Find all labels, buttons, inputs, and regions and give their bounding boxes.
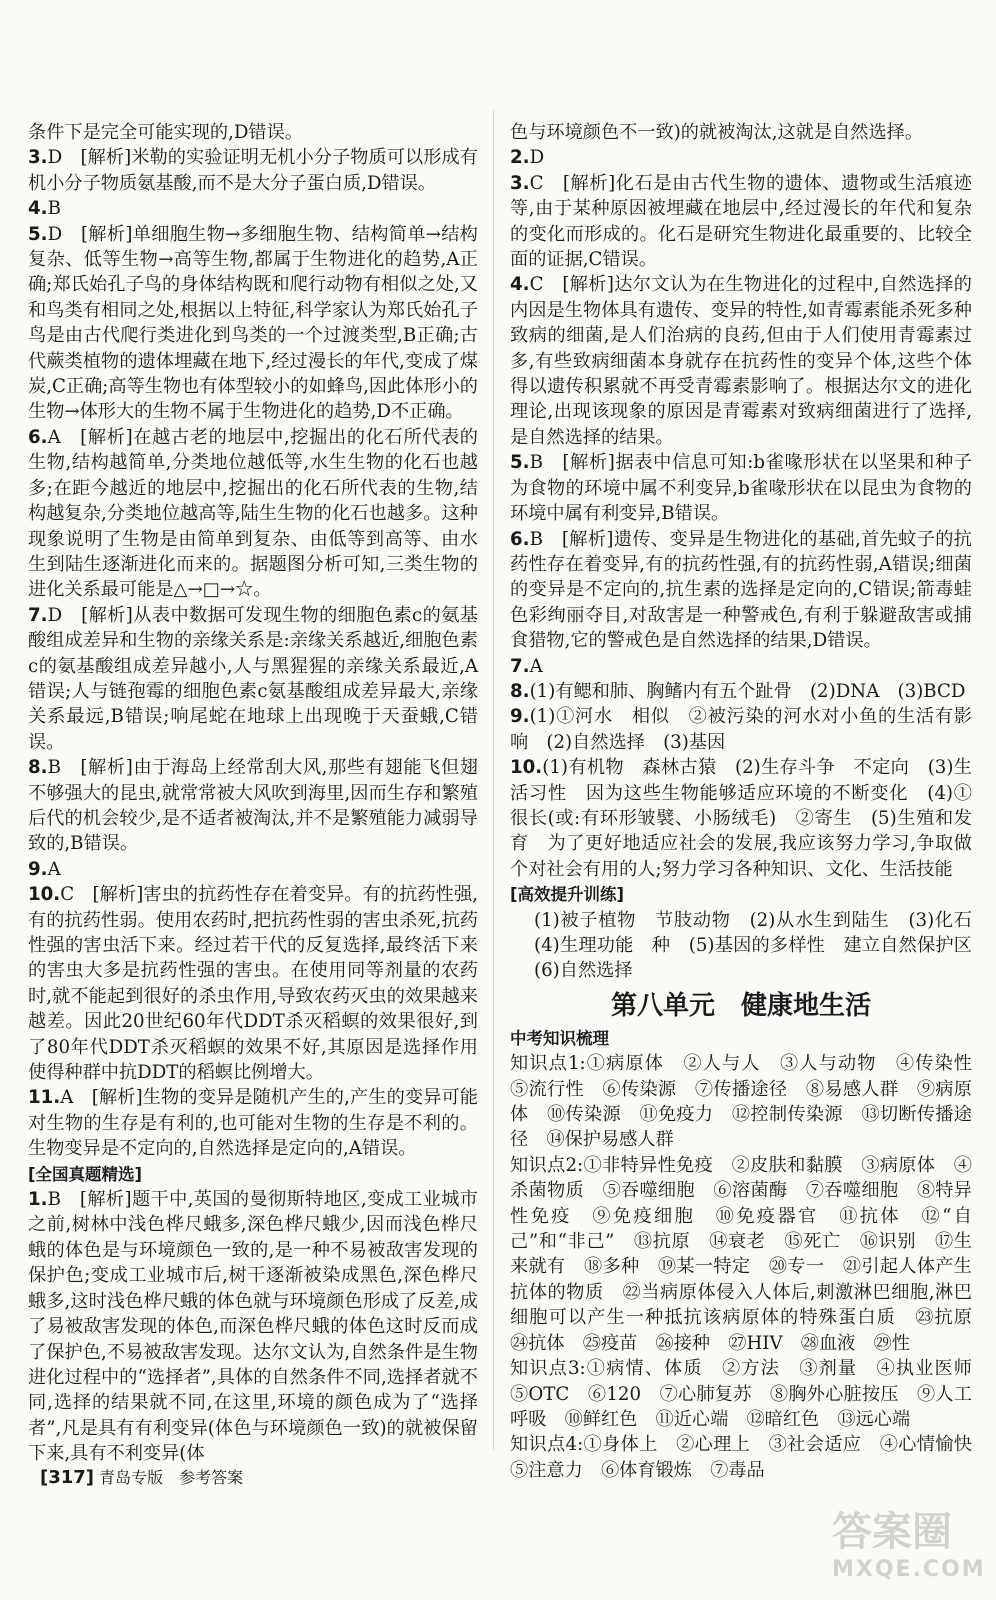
answer-item (28, 1085, 478, 1161)
watermark-logo (832, 1500, 986, 1582)
answer-item (28, 145, 478, 196)
answer-text: (1)有鳃和肺、胸鳍内有五个趾骨 (2)DNA (3)BCD (529, 680, 966, 702)
question-number: 11. (28, 1087, 61, 1109)
answer-item (510, 120, 972, 145)
answer-text: D [解析]从表中数据可发现生物的细胞色素c的氨基酸组成差异和生物的亲缘关系是:亲缘关系越近,细胞色素c的氨基酸组成差异越小,人与黑猩猩的亲缘关系最近,A错误;人与链孢霉的细胞色素c氨基酸组成差异最大,亲缘关系最远,B错误;响尾蛇在地球上出现晚于天蚕蛾,C错误。 (28, 604, 478, 753)
watermark-text: 答案圈 (832, 1509, 952, 1555)
answer-text: A (47, 858, 61, 880)
answer-item (510, 679, 972, 704)
answer-item (28, 755, 478, 857)
answer-text: 知识点1:①病原体 ②人与人 ③人与动物 ④传染性 ⑤流行性 ⑥传染源 ⑦传播途径 ⑧易感人群 ⑨病原体 ⑩传染源 ⑪免疫力 ⑫控制传染源 ⑬切断传播途径 ⑭保护易感人群 (510, 1053, 991, 1151)
answer-text: C [解析]达尔文认为在生物进化的过程中,自然选择的内因是生物体具有遗传、变异的特性,如青霉素能杀死多种致病的细菌,是人们治病的良药,但由于人们使用青霉素过多,有些致病细菌本身就存在抗药性的变异个体,这些个体得以遗传积累就不再受青霉素影响了。根据达尔文的进化理论,出现该现象的原因是青霉素对致病细菌进行了选择,是自然选择的结果。 (510, 274, 972, 448)
answer-item (28, 425, 478, 603)
question-number: 3. (28, 147, 48, 169)
watermark-url: MXQE.COM (832, 1557, 986, 1582)
answer-item (28, 120, 478, 145)
answer-text: A (529, 655, 543, 677)
page-number: [317] (40, 1467, 95, 1488)
answer-text: D [解析]单细胞生物→多细胞生物、结构简单→结构复杂、低等生物→高等生物,都属于生物进化的趋势,A正确;郑氏始孔子鸟的身体结构既和爬行动物有相似之处,又和鸟类有相同之处,根据以上特征,科学家认为郑氏始孔子鸟是由古代爬行类进化到鸟类的一个过渡类型,B正确;古代蕨类植物的遗体埋藏在地下,经过漫长的年代,变成了煤炭,C正确;高等生物也有体型较小的如蜂鸟,因此体形小的生物→体形大的生物不属于生物进化的趋势,D不正确。 (28, 223, 478, 423)
question-number: 6. (510, 528, 530, 550)
section-label: [高效提升训练] (510, 885, 625, 905)
question-number: 8. (28, 757, 48, 779)
column-divider (493, 110, 494, 1450)
question-number: 3. (510, 172, 530, 194)
answer-text: (1)①河水 相似 ②被污染的河水对小鱼的生活有影响 (2)自然选择 (3)基因 (510, 706, 972, 753)
section-heading (28, 1162, 478, 1187)
footer-label: 青岛专版 参考答案 (99, 1468, 244, 1487)
answer-text: 条件下是完全可能实现的,D错误。 (28, 122, 303, 143)
answer-item (510, 527, 972, 654)
question-number: 10. (510, 757, 543, 779)
answer-text: A [解析]在越古老的地层中,挖掘出的化石所代表的生物,结构越简单,分类地位越低等,水生生物的化石也越多;在距今越近的地层中,挖掘出的化石所代表的生物,结构越复杂,分类地位越高等,陆生生物的化石也越多。这种现象说明了生物是由简单到复杂、由低等到高等、由水生到陆生逐渐进化而来的。据题图分析可知,三类生物的进化关系最可能是△→□→☆。 (28, 426, 478, 601)
answer-item (510, 1356, 991, 1432)
answer-text: C [解析]化石是由古代生物的遗体、遗物或生活痕迹等,由于某种原因被埋藏在地层中,经过漫长的年代和复杂的变化而形成的。化石是研究生物进化最重要的、比较全面的证据,C错误。 (510, 172, 972, 271)
section-label: 中考知识梳理 (510, 1028, 609, 1048)
question-number: 7. (28, 604, 48, 626)
question-number: 6. (28, 426, 48, 448)
answer-item (510, 908, 991, 984)
answer-item (510, 272, 972, 450)
answer-text: C [解析]害虫的抗药性存在着变异。有的抗药性强,有的抗药性弱。使用农药时,把抗药性弱的害虫杀死,抗药性强的害虫活下来。经过若干代的反复选择,最终活下来的害虫大多是抗药性强的害虫。在使用同等剂量的农药时,就不能起到很好的杀虫作用,导致农药灭虫的效果越来越差。因此20世纪60年代DDT杀灭稻螟的效果很好,到了80年代DDT杀灭稻螟的效果不好,其原因是选择作用使得种群中抗DDT的稻螟比例增大。 (28, 884, 478, 1084)
question-number: 8. (510, 680, 530, 702)
answer-item (510, 145, 972, 170)
answer-text: B [解析]题干中,英国的曼彻斯特地区,变成工业城市之前,树林中浅色桦尺蛾多,深色桦尺蛾少,因而浅色桦尺蛾的体色是与环境颜色一致的,是一种不易被敌害发现的保护色;变成工业城市后,树干逐渐被染成黑色,深色桦尺蛾多,这时浅色桦尺蛾的体色就与环境颜色形成了反差,成了易被敌害发现的体色,而深色桦尺蛾的体色这时反而成了保护色,不易被敌害发现。达尔文认为,自然条件是生物进化过程中的“选择者”,具体的自然条件不同,选择者就不同,选择的结果就不同,在这里,环境的颜色成为了“选择者”,凡是具有有利变异(体色与环境颜色一致)的就被保留下来,具有不利变异(体 (28, 1189, 478, 1465)
right-column (510, 120, 991, 1483)
question-number: 4. (510, 274, 530, 296)
answer-item (510, 704, 972, 755)
answer-text: B [解析]据表中信息可知:b雀喙形状在以坚果和种子为食物的环境中属不利变异,b雀喙形状在以昆虫为食物的环境中属有利变异,B错误。 (510, 452, 972, 525)
answer-item (510, 450, 972, 526)
answer-text: 知识点4:①身体上 ②心理上 ③社会适应 ④心情愉快 ⑤注意力 ⑥体育锻炼 ⑦毒品 (510, 1434, 991, 1481)
question-number: 1. (28, 1189, 48, 1211)
answer-item (510, 755, 972, 882)
answer-item (510, 1153, 991, 1356)
answer-text: (1)被子植物 节肢动物 (2)从水生到陆生 (3)化石 (4)生理功能 种 (5)基因的多样性 建立自然保护区 (6)自然选择 (534, 909, 991, 982)
answer-item (28, 857, 478, 882)
answer-item (510, 1432, 991, 1483)
answer-text: D (529, 147, 545, 169)
answer-text: D [解析]米勒的实验证明无机小分子物质可以形成有机小分子物质氨基酸,而不是大分子蛋白质,D错误。 (28, 147, 478, 194)
unit-title: 第八单元 健康地生活 (610, 990, 871, 1021)
answer-item (28, 196, 478, 221)
answer-text: (1)有机物 森林古猿 (2)生存斗争 不定向 (3)生活习性 因为这些生物能够适应环境的不断变化 (4)①很长(或:有环形皱襞、小肠绒毛) ②寄生 (5)生殖和发育 为了更好地适应社会的发展,我应该努力学习,争取做个对社会有用的人;努力学习各种知识、文化、生活技能 (510, 757, 972, 880)
question-number: 9. (510, 706, 530, 728)
question-number: 10. (28, 884, 61, 906)
answer-item (28, 603, 478, 755)
answer-item (510, 171, 972, 273)
answer-text: 色与环境颜色不一致)的就被淘汰,这就是自然选择。 (510, 122, 924, 143)
answer-text: B (47, 198, 61, 220)
section-label: [全国真题精选] (28, 1164, 143, 1184)
section-heading (510, 1026, 972, 1051)
answer-text: B [解析]由于海岛上经常刮大风,那些有翅能飞但翅不够强大的昆虫,就常常被大风吹到海里,因而生存和繁殖后代的机会较少,是不适者被淘汰,并不是繁殖能力减弱导致的,B错误。 (28, 757, 478, 855)
answer-text: A [解析]生物的变异是随机产生的,产生的变异可能对生物的生存是有利的,也可能对生物的生存是不利的。生物变异是不定向的,自然选择是定向的,A错误。 (28, 1087, 478, 1160)
answer-item (510, 1051, 991, 1153)
left-column (28, 120, 478, 1467)
question-number: 5. (510, 452, 530, 474)
answer-text: 知识点2:①非特异性免疫 ②皮肤和黏膜 ③病原体 ④杀菌物质 ⑤吞噬细胞 ⑥溶菌酶 ⑦吞噬细胞 ⑧特异性免疫 ⑨免疫细胞 ⑩免疫器官 ⑪抗体 ⑫“自己”和“非己” ⑬抗原 ⑭衰老 ⑮死亡 ⑯识别 ⑰生来就有 ⑱多种 ⑲某一特定 ⑳专一 ㉑引起人体产生抗体的物质 ㉒当病原体侵入人体后,刺激淋巴细胞,淋巴细胞可以产生一种抵抗该病原体的特殊蛋白质 ㉓抗原 ㉔抗体 ㉕疫苗 ㉖接种 ㉗HIV ㉘血液 ㉙性 (510, 1154, 991, 1354)
answer-text: 知识点3:①病情、体质 ②方法 ③剂量 ④执业医师 ⑤OTC ⑥120 ⑦心肺复苏 ⑧胸外心脏按压 ⑨人工呼吸 ⑩鲜红色 ⑪近心端 ⑫暗红色 ⑬远心端 (510, 1358, 991, 1430)
page-footer (40, 1465, 243, 1488)
answer-text: B [解析]遗传、变异是生物进化的基础,首先蚊子的抗药性存在着变异,有的抗药性强,有的抗药性弱,A错误;细菌的变异是不定向的,抗生素的选择是定向的,C错误;箭毒蛙色彩绚丽夺目,对敌害是一种警戒色,有利于躲避敌害或捕食猎物,它的警戒色是自然选择的结果,D错误。 (510, 528, 972, 652)
answer-item (28, 222, 478, 425)
question-number: 7. (510, 655, 530, 677)
section-heading (510, 882, 972, 907)
question-number: 2. (510, 147, 530, 169)
question-number: 4. (28, 198, 48, 220)
answer-item (510, 654, 972, 679)
question-number: 9. (28, 858, 48, 880)
question-number: 5. (28, 223, 48, 245)
answer-item (28, 1187, 478, 1466)
answer-item (28, 882, 478, 1085)
